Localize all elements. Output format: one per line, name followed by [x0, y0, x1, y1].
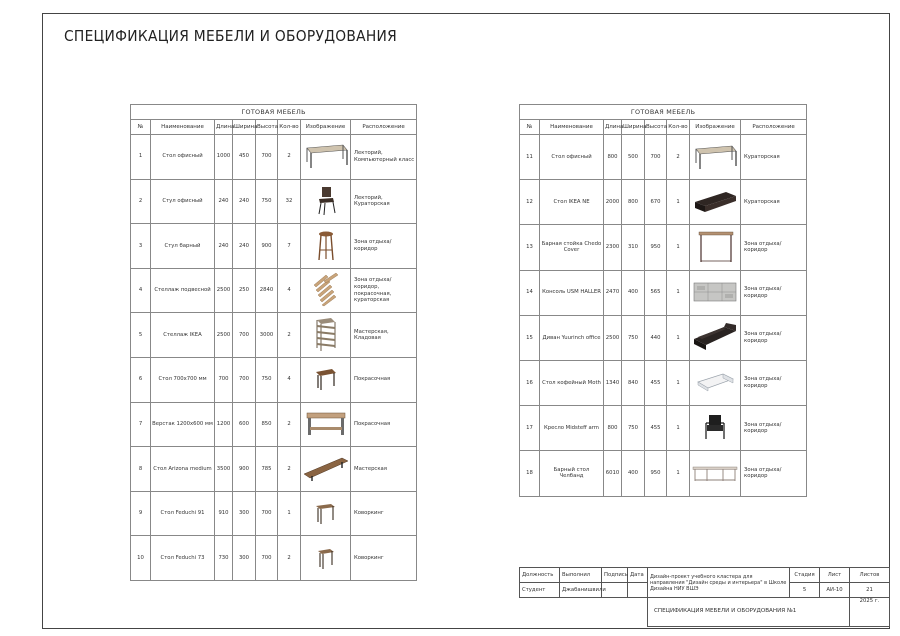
stamp-stage: 5	[790, 583, 820, 598]
long-bar-table-icon	[691, 461, 739, 486]
item-height: 950	[645, 451, 667, 496]
sofa-icon	[691, 323, 739, 354]
item-length: 800	[604, 406, 622, 451]
stamp-sheets: 21	[850, 583, 890, 598]
item-quantity: 1	[667, 406, 690, 451]
item-length: 1000	[215, 135, 233, 180]
row-number: 5	[131, 313, 151, 358]
square-table-icon	[302, 365, 349, 394]
item-image	[690, 451, 741, 496]
item-width: 400	[622, 270, 645, 315]
item-location: Зона отдыха/ коридор, покрасочная, кураторская	[351, 268, 417, 313]
item-name: Консоль USM HALLER	[540, 270, 604, 315]
item-image	[301, 536, 351, 581]
item-length: 2500	[604, 315, 622, 360]
table-row	[520, 135, 807, 180]
col-header: Ширина	[622, 120, 645, 135]
item-image	[301, 447, 351, 492]
item-height: 670	[645, 180, 667, 225]
row-number: 7	[131, 402, 151, 447]
col-header: Длина	[215, 120, 233, 135]
item-quantity: 2	[278, 536, 301, 581]
item-width: 840	[622, 360, 645, 405]
item-location: Коворкинг	[351, 536, 417, 581]
item-height: 950	[645, 225, 667, 270]
item-width: 750	[622, 406, 645, 451]
item-location: Зона отдыха/ коридор	[741, 315, 807, 360]
item-height: 3000	[256, 313, 278, 358]
col-header: №	[131, 120, 151, 135]
row-number: 12	[520, 180, 540, 225]
item-location: Зона отдыха/ коридор	[741, 225, 807, 270]
table-row	[520, 225, 807, 270]
item-length: 700	[215, 357, 233, 402]
item-image	[690, 315, 741, 360]
item-name: Верстак 1200х600 мм	[151, 402, 215, 447]
item-length: 3500	[215, 447, 233, 492]
item-image	[690, 270, 741, 315]
item-width: 700	[233, 357, 256, 402]
row-number: 15	[520, 315, 540, 360]
col-header: Расположение	[351, 120, 417, 135]
item-length: 800	[604, 135, 622, 180]
table-row	[131, 268, 417, 313]
row-number: 14	[520, 270, 540, 315]
item-location: Зона отдыха/ коридор	[351, 224, 417, 269]
item-location: Зона отдыха/ коридор	[741, 270, 807, 315]
table-row	[131, 402, 417, 447]
item-location: Зона отдыха/ коридор	[741, 451, 807, 496]
row-number: 2	[131, 179, 151, 224]
item-height: 455	[645, 360, 667, 405]
item-height: 785	[256, 447, 278, 492]
item-height: 565	[645, 270, 667, 315]
row-number: 1	[131, 135, 151, 180]
item-name: Стол IKEA NЕ	[540, 180, 604, 225]
item-image	[690, 225, 741, 270]
item-image	[690, 406, 741, 451]
long-table-icon	[302, 454, 349, 485]
col-header: Изображение	[301, 120, 351, 135]
stamp-date	[628, 583, 648, 598]
item-width: 240	[233, 224, 256, 269]
item-length: 2000	[604, 180, 622, 225]
office-table-icon	[691, 141, 739, 174]
item-image	[301, 179, 351, 224]
item-location: Покрасочная	[351, 357, 417, 402]
col-header: Высота	[256, 120, 278, 135]
item-height: 750	[256, 357, 278, 402]
table-row	[131, 179, 417, 224]
item-location: Зона отдыха/ коридор	[741, 406, 807, 451]
col-header: Наименование	[151, 120, 215, 135]
coffee-table-icon	[691, 370, 739, 397]
office-chair-icon	[302, 184, 349, 219]
item-width: 310	[622, 225, 645, 270]
stamp-label-date: Дата	[628, 568, 648, 583]
row-number: 17	[520, 406, 540, 451]
item-width: 250	[233, 268, 256, 313]
stamp-label-signature: Подпись	[602, 568, 628, 583]
side-table-icon	[302, 499, 349, 528]
item-height: 700	[256, 135, 278, 180]
stamp-label-stage: Стадия	[790, 568, 820, 583]
hanging-rack-icon	[302, 271, 349, 310]
stamp-label-sheets: Листов	[850, 568, 890, 583]
item-image	[301, 491, 351, 536]
item-location: Зона отдыха/ коридор	[741, 360, 807, 405]
table-row	[131, 135, 417, 180]
item-quantity: 2	[278, 135, 301, 180]
item-length: 730	[215, 536, 233, 581]
row-number: 10	[131, 536, 151, 581]
item-quantity: 2	[278, 447, 301, 492]
table-row	[520, 270, 807, 315]
item-width: 240	[233, 179, 256, 224]
col-header: Расположение	[741, 120, 807, 135]
item-name: Стол 700х700 мм	[151, 357, 215, 402]
item-image	[301, 313, 351, 358]
item-location: Кураторская	[741, 135, 807, 180]
col-header: Длина	[604, 120, 622, 135]
item-height: 900	[256, 224, 278, 269]
item-name: Диван Yuurinch office	[540, 315, 604, 360]
item-image	[301, 357, 351, 402]
item-height: 700	[256, 536, 278, 581]
stamp-sheet-title: СПЕЦИФИКАЦИЯ МЕБЕЛИ И ОБОРУДОВАНИЯ №1	[648, 598, 850, 627]
item-width: 300	[233, 536, 256, 581]
stamp-label-position: Должность	[520, 568, 560, 583]
col-header: Кол-во	[667, 120, 690, 135]
bar-stool-icon	[302, 228, 349, 265]
item-quantity: 32	[278, 179, 301, 224]
item-location: Кураторская	[741, 180, 807, 225]
row-number: 3	[131, 224, 151, 269]
item-width: 600	[233, 402, 256, 447]
usm-console-icon	[691, 277, 739, 308]
item-location: Покрасочная	[351, 402, 417, 447]
armchair-icon	[691, 412, 739, 445]
office-table-icon	[302, 140, 349, 173]
table-row	[131, 536, 417, 581]
table-row	[520, 451, 807, 496]
item-name: Барный стол Челбанд	[540, 451, 604, 496]
col-header: Высота	[645, 120, 667, 135]
item-length: 910	[215, 491, 233, 536]
table-row	[131, 491, 417, 536]
item-name: Стол офисный	[540, 135, 604, 180]
item-quantity: 1	[667, 451, 690, 496]
item-name: Стул офисный	[151, 179, 215, 224]
table-caption: ГОТОВАЯ МЕБЕЛЬ	[520, 105, 807, 120]
stamp-role: Студент	[520, 583, 560, 598]
row-number: 6	[131, 357, 151, 402]
workbench-icon	[302, 408, 349, 441]
item-length: 2300	[604, 225, 622, 270]
item-quantity: 4	[278, 357, 301, 402]
stamp-label-author: Выполнил	[560, 568, 602, 583]
table-row	[131, 313, 417, 358]
bar-counter-icon	[691, 228, 739, 267]
item-width: 500	[622, 135, 645, 180]
item-image	[301, 224, 351, 269]
item-width: 300	[233, 491, 256, 536]
item-height: 440	[645, 315, 667, 360]
row-number: 11	[520, 135, 540, 180]
ikea-shelf-icon	[302, 316, 349, 355]
row-number: 4	[131, 268, 151, 313]
item-image	[690, 180, 741, 225]
item-image	[301, 135, 351, 180]
col-header: Кол-во	[278, 120, 301, 135]
item-location: Коворкинг	[351, 491, 417, 536]
dark-desk-icon	[691, 188, 739, 217]
col-header: Изображение	[690, 120, 741, 135]
row-number: 16	[520, 360, 540, 405]
table-row	[131, 447, 417, 492]
item-length: 240	[215, 224, 233, 269]
item-name: Стол кофейный Moth	[540, 360, 604, 405]
title-block	[519, 567, 889, 629]
table-row	[131, 224, 417, 269]
item-quantity: 1	[667, 225, 690, 270]
item-quantity: 1	[667, 270, 690, 315]
table-row	[131, 357, 417, 402]
page-title: СПЕЦИФИКАЦИЯ МЕБЕЛИ И ОБОРУДОВАНИЯ	[64, 27, 397, 45]
item-name: Барная стойка Chedo Cover	[540, 225, 604, 270]
item-name: Стул барный	[151, 224, 215, 269]
item-width: 400	[622, 451, 645, 496]
item-name: Стол Feduchi 73	[151, 536, 215, 581]
item-height: 850	[256, 402, 278, 447]
row-number: 8	[131, 447, 151, 492]
item-image	[301, 268, 351, 313]
item-quantity: 2	[278, 313, 301, 358]
item-quantity: 1	[278, 491, 301, 536]
item-width: 450	[233, 135, 256, 180]
item-name: Стол Feduchi 91	[151, 491, 215, 536]
item-width: 700	[233, 313, 256, 358]
stamp-author: Джабанишвили	[560, 583, 602, 598]
item-height: 455	[645, 406, 667, 451]
stamp-year: 2025 г.	[850, 598, 890, 627]
item-height: 750	[256, 179, 278, 224]
table-row	[520, 315, 807, 360]
item-width: 750	[622, 315, 645, 360]
item-quantity: 1	[667, 315, 690, 360]
item-image	[301, 402, 351, 447]
item-width: 900	[233, 447, 256, 492]
stamp-sheet: АИ-10	[820, 583, 850, 598]
item-name: Стеллаж подвесной	[151, 268, 215, 313]
item-length: 240	[215, 179, 233, 224]
item-name: Стеллаж IKEA	[151, 313, 215, 358]
item-location: Мастерская	[351, 447, 417, 492]
side-table-small-icon	[302, 544, 349, 573]
table-row	[520, 360, 807, 405]
col-header: №	[520, 120, 540, 135]
item-quantity: 1	[667, 360, 690, 405]
item-length: 6010	[604, 451, 622, 496]
item-quantity: 2	[278, 402, 301, 447]
item-length: 1200	[215, 402, 233, 447]
item-length: 1340	[604, 360, 622, 405]
item-height: 700	[256, 491, 278, 536]
table-row	[520, 406, 807, 451]
item-name: Стол офисный	[151, 135, 215, 180]
stamp-project: Дизайн-проект учебного кластера для направления "Дизайн среды и интерьера" в Школе Дизайна НИУ ВШЭ	[648, 568, 790, 598]
item-length: 2470	[604, 270, 622, 315]
item-height: 2840	[256, 268, 278, 313]
item-length: 2500	[215, 313, 233, 358]
col-header: Ширина	[233, 120, 256, 135]
item-quantity: 1	[667, 180, 690, 225]
item-length: 2500	[215, 268, 233, 313]
item-location: Лекторий, Кураторская	[351, 179, 417, 224]
item-name: Кресло Midsteff arm	[540, 406, 604, 451]
item-quantity: 2	[667, 135, 690, 180]
item-width: 800	[622, 180, 645, 225]
row-number: 9	[131, 491, 151, 536]
row-number: 13	[520, 225, 540, 270]
table-row	[520, 180, 807, 225]
table-caption: ГОТОВАЯ МЕБЕЛЬ	[131, 105, 417, 120]
spec-table-left	[130, 104, 417, 581]
row-number: 18	[520, 451, 540, 496]
item-location: Мастерская, Кладовая	[351, 313, 417, 358]
item-name: Стол Arizona medium	[151, 447, 215, 492]
item-image	[690, 360, 741, 405]
col-header: Наименование	[540, 120, 604, 135]
item-height: 700	[645, 135, 667, 180]
item-quantity: 4	[278, 268, 301, 313]
item-quantity: 7	[278, 224, 301, 269]
stamp-label-sheet: Лист	[820, 568, 850, 583]
item-location: Лекторий, Компьютерный класс	[351, 135, 417, 180]
item-image	[690, 135, 741, 180]
spec-table-right	[519, 104, 807, 497]
